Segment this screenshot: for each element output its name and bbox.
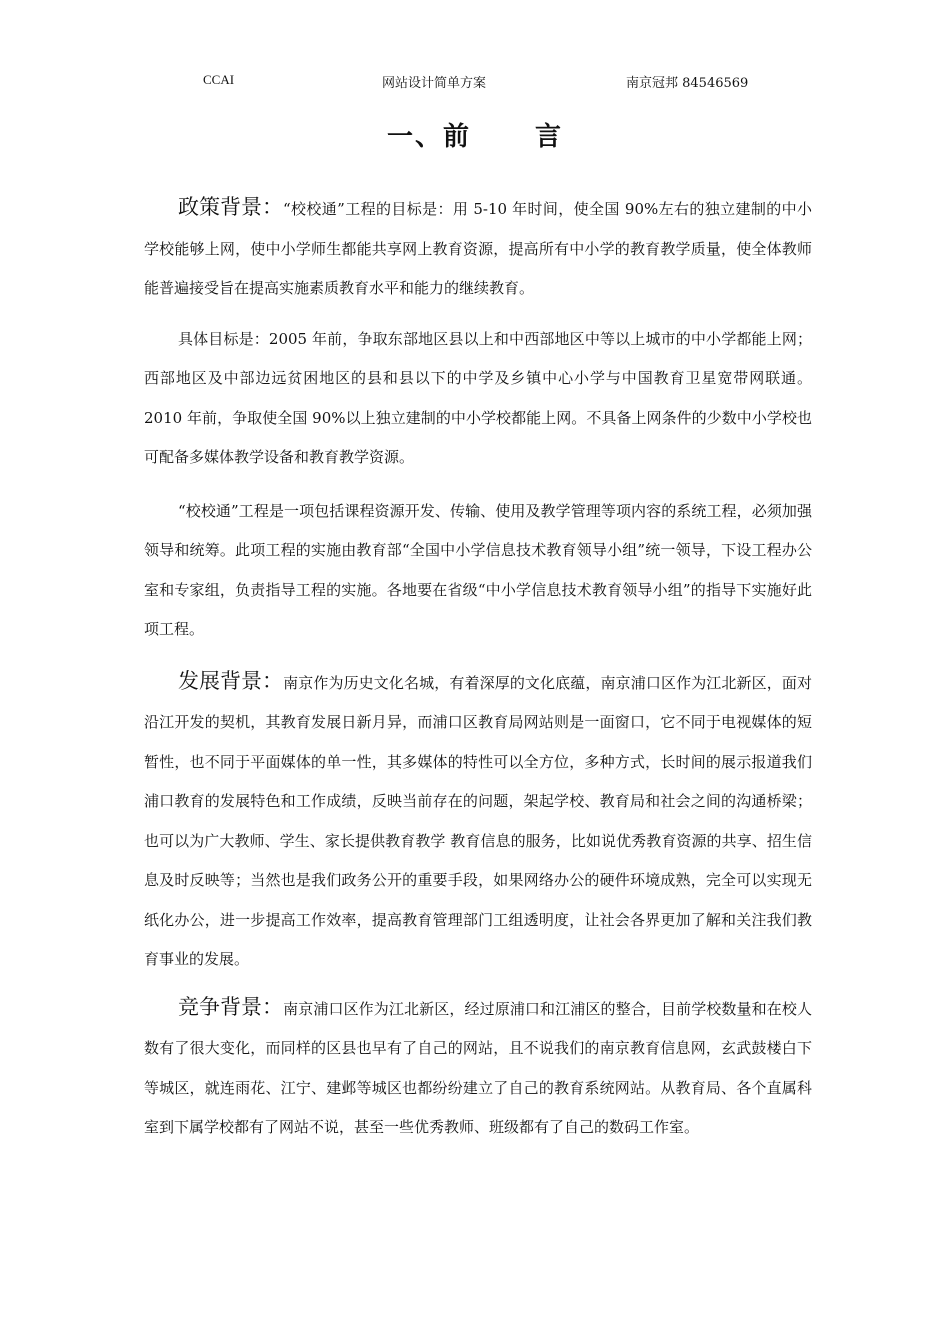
- page-header: [0, 72, 950, 92]
- project-paragraph: “校校通”工程是一项包括课程资源开发、传输、使用及教学管理等项内容的系统工程，必须加强领导和统筹。此项工程的实施由教育部“全国中小学信息技术教育领导小组”统一领导，下设工程办公室和专家组，负责指导工程的实施。各地要在省级“中小学信息技术教育领导小组”的指导下实施好此项工程。: [144, 501, 812, 638]
- document-body: [144, 190, 812, 1148]
- competition-paragraph: [144, 990, 812, 1148]
- development-paragraph: [144, 664, 812, 980]
- policy-paragraph: [144, 190, 812, 309]
- header-center: 网站设计简单方案: [382, 76, 487, 91]
- development-text: 南京作为历史文化名城，有着深厚的文化底蕴，南京浦口区作为江北新区，面对沿江开发的契机，其教育发展日新月异，而浦口区教育局网站则是一面窗口，它不同于电视媒体的短暂性，也不同于平面媒体的单一性，其多媒体的特性可以全方位，多种方式，长时间的展示报道我们浦口教育的发展特色和工作成绩，反映当前存在的问题，架起学校、教育局和社会之间的沟通桥梁；也可以为广大教师、学生、家长提供教育教学 教育信息的服务，比如说优秀教育资源的共享、招生信息及时反映等；当然也是我们政务公开的重要手段，如果网络办公的硬件环境成熟，完全可以实现无纸化办公，进一步提高工作效率，提高教育管理部门工组透明度，让社会各界更加了解和关注我们教育事业的发展。: [144, 673, 812, 968]
- chapter-title-part1: 一、前: [386, 122, 471, 152]
- header-left: CCAI: [203, 72, 235, 87]
- goals-paragraph: 具体目标是：2005 年前，争取东部地区县以上和中西部地区中等以上城市的中小学都能上网；西部地区及中部边远贫困地区的县和县以下的中学及乡镇中心小学与中国教育卫星宽带网联通。2010 年前，争取使全国 90%以上独立建制的中小学校都能上网。不具备上网条件的少数中小学校也可配备多媒体教学设备和教育教学资源。: [144, 329, 812, 466]
- development-label: 发展背景：: [178, 668, 283, 693]
- chapter-title: [0, 116, 950, 153]
- policy-text: “校校通”工程的目标是：用 5-10 年时间，使全国 90%左右的独立建制的中小学校能够上网，使中小学师生都能共享网上教育资源，提高所有中小学的教育教学质量，使全体教师能普遍接受旨在提高实施素质教育水平和能力的继续教育。: [144, 200, 812, 297]
- policy-label: 政策背景：: [178, 195, 283, 219]
- chapter-title-part2: 言: [535, 122, 564, 152]
- header-right: 南京冠邦 84546569: [626, 76, 749, 91]
- competition-text: 南京浦口区作为江北新区，经过原浦口和江浦区的整合，目前学校数量和在校人数有了很大变化，而同样的区县也早有了自己的网站，且不说我们的南京教育信息网，玄武鼓楼白下等城区，就连雨花、江宁、建邺等城区也都纷纷建立了自己的教育系统网站。从教育局、各个直属科室到下属学校都有了网站不说，甚至一些优秀教师、班级都有了自己的数码工作室。: [144, 999, 812, 1136]
- competition-label: 竞争背景：: [178, 994, 283, 1019]
